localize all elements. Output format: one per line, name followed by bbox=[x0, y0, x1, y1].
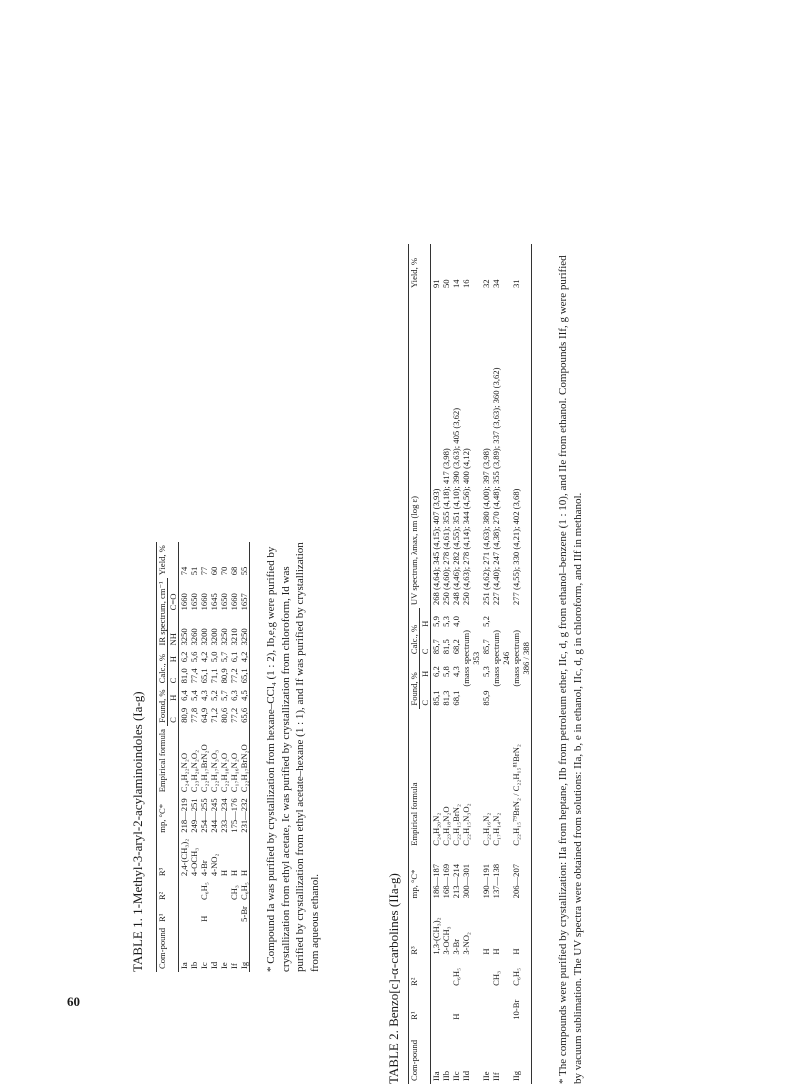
table-cell: 85,7 bbox=[481, 639, 491, 655]
mass-spectrum-cell bbox=[461, 608, 481, 709]
table-cell: 3200 bbox=[199, 628, 209, 646]
t2-header: Found, % bbox=[409, 657, 420, 708]
table-cell: 31 bbox=[511, 244, 532, 291]
mass-spectrum-cell bbox=[491, 608, 511, 709]
mass-value: 246 bbox=[501, 651, 511, 665]
mass-spectrum-cell bbox=[511, 608, 532, 709]
table-cell: C₆H₅ bbox=[451, 967, 461, 986]
table-cell: If bbox=[229, 963, 239, 969]
table-cell: 81,0 bbox=[179, 668, 189, 684]
table-cell: H bbox=[451, 1013, 461, 1020]
table-cell: IIf bbox=[491, 1072, 501, 1081]
table-cell: C₂₄H₂₀N₂ bbox=[431, 812, 441, 846]
table-cell: H bbox=[219, 869, 229, 877]
table-cell bbox=[189, 879, 199, 903]
table-cell: 55 bbox=[239, 542, 250, 578]
table-row bbox=[189, 542, 199, 972]
table-cell: 6,2 bbox=[431, 666, 441, 677]
table-cell: 1660 bbox=[199, 593, 209, 611]
table-row bbox=[491, 244, 511, 1084]
table-cell: 1645 bbox=[209, 593, 219, 611]
table-cell bbox=[491, 989, 511, 1023]
table-cell: C₂₂H₁₅N₃O₂ bbox=[461, 803, 471, 846]
table-cell: 5,4 bbox=[189, 690, 199, 701]
t1-subheader: C=O bbox=[168, 578, 179, 613]
table-cell: 14 bbox=[451, 279, 461, 289]
table-row bbox=[441, 244, 451, 1084]
table1-caption: TABLE 1. 1-Methyl-3-aryl-2-acylaminoindoles (Ia-g) bbox=[130, 691, 145, 972]
table-cell: 1660 bbox=[229, 593, 239, 611]
table-cell: 3-OCH₃ bbox=[441, 926, 451, 955]
table-cell bbox=[189, 903, 199, 925]
table-cell: 190—191 bbox=[481, 863, 491, 899]
table-cell: 5,6 bbox=[189, 651, 199, 663]
t1-subheader: C bbox=[168, 665, 179, 686]
t1-subheader: C bbox=[168, 704, 179, 726]
t1-header: R³ bbox=[157, 836, 179, 879]
table-cell: 254—255 bbox=[199, 798, 209, 833]
table-cell: 206—207 bbox=[511, 849, 532, 902]
table-cell: 249—251 bbox=[189, 798, 199, 833]
t2-header: R³ bbox=[409, 901, 431, 957]
table-cell: IIa bbox=[431, 1071, 441, 1081]
table-row bbox=[229, 542, 239, 972]
t1-subheader: H bbox=[168, 649, 179, 666]
table-cell: 2,4-(CH₃)₂ bbox=[179, 838, 189, 877]
table-cell: H bbox=[481, 948, 491, 955]
table-cell: 1650 bbox=[189, 593, 199, 611]
t2-subheader: C bbox=[420, 680, 431, 709]
t1-subheader: NH bbox=[168, 613, 179, 648]
table-cell: 218—219 bbox=[179, 798, 189, 833]
table-cell: 4,2 bbox=[239, 649, 250, 666]
table-cell: 4-NO₂ bbox=[209, 853, 219, 877]
table-cell: 5,3 bbox=[441, 616, 451, 627]
table-cell: 64,9 bbox=[199, 707, 209, 723]
table-cell: 4,3 bbox=[199, 690, 209, 701]
rotated-page-content bbox=[130, 72, 640, 1084]
t1-subheader: H bbox=[168, 686, 179, 704]
table-cell: C₂₂H₁₅BrN₂ bbox=[451, 804, 461, 846]
table-cell: H bbox=[491, 948, 501, 955]
table-cell: 3250 bbox=[239, 613, 250, 648]
table-cell: CH₃ bbox=[229, 885, 239, 901]
table-cell: 231—232 bbox=[239, 795, 250, 835]
t2-subheader: C bbox=[420, 630, 431, 657]
t2-subheader: H bbox=[420, 657, 431, 680]
mass-note: (mass spectrum) bbox=[491, 630, 501, 687]
table-cell: 233—234 bbox=[219, 798, 229, 833]
table-cell: Ic bbox=[199, 962, 209, 969]
table-cell: 80,6 bbox=[219, 707, 229, 723]
table-cell: C₂₂H₁₇BrN₂O bbox=[239, 726, 250, 795]
table-cell: 77 bbox=[199, 566, 209, 576]
table-cell: 71,2 bbox=[209, 707, 219, 723]
table-cell: Ia bbox=[179, 962, 189, 969]
table-cell: H bbox=[239, 836, 250, 879]
table-cell: 85,1 bbox=[431, 690, 441, 706]
table-cell: 227 (4,40); 247 (4,38); 270 (4,48); 355 (3,89); 337 (3,63); 360 (3,62) bbox=[491, 367, 501, 606]
table-cell: 3260 bbox=[189, 628, 199, 646]
table-cell: C₂₂H₁₆N₂ bbox=[481, 812, 491, 846]
table-cell bbox=[209, 879, 219, 903]
table-cell: 65,1 bbox=[239, 665, 250, 686]
table2 bbox=[408, 244, 532, 1084]
table-cell: 65,1 bbox=[199, 668, 209, 684]
mass-note: (mass spectrum) bbox=[511, 630, 521, 687]
table-cell: C₂₂H₁₅⁷⁹BrN₂ / C₂₂H₁₅⁸¹BrN₂ bbox=[511, 709, 532, 849]
table-cell: 77,2 bbox=[229, 668, 239, 684]
table-cell: H bbox=[199, 915, 209, 922]
table-row bbox=[239, 542, 250, 972]
t2-header: Com-pound bbox=[409, 1023, 431, 1084]
t1-header: Found, % bbox=[157, 686, 168, 726]
table-cell bbox=[229, 903, 239, 925]
table-cell: 5,7 bbox=[219, 690, 229, 701]
table-cell: 277 (4,55); 330 (4,21); 402 (3,68) bbox=[511, 291, 532, 608]
table-cell: IId bbox=[461, 1070, 471, 1081]
t1-header: R² bbox=[157, 879, 179, 903]
t1-header: Com-pound bbox=[157, 925, 179, 972]
table-cell: C₆H₅ bbox=[239, 879, 250, 903]
table-cell bbox=[441, 989, 451, 1023]
table-cell: C₁₇H₁₄N₂ bbox=[491, 812, 501, 846]
table-cell: H bbox=[229, 869, 239, 877]
table-cell: 1650 bbox=[219, 593, 229, 611]
table-cell: 3-Br bbox=[451, 938, 461, 955]
table-cell: 4-OCH₃ bbox=[189, 847, 199, 877]
table-cell: IIc bbox=[451, 1071, 461, 1081]
table-cell bbox=[441, 958, 451, 989]
table-cell: 5,2 bbox=[209, 690, 219, 701]
table-cell: 3250 bbox=[219, 628, 229, 646]
table-cell: 4,2 bbox=[199, 651, 209, 663]
t2-header: R¹ bbox=[409, 989, 431, 1023]
table-cell: 80,9 bbox=[219, 668, 229, 684]
table-cell: 5,0 bbox=[209, 651, 219, 663]
table-cell: Ib bbox=[189, 961, 199, 969]
table-cell: 68,1 bbox=[451, 690, 461, 706]
table-cell: Ig bbox=[239, 925, 250, 972]
table-cell: 1,3-(CH₃)₂ bbox=[431, 917, 441, 955]
table-cell: 1660 bbox=[179, 593, 189, 611]
table-cell: CH₃ bbox=[491, 970, 501, 986]
t1-header: Calc., % bbox=[157, 649, 168, 687]
table-cell: 5,7 bbox=[219, 651, 229, 663]
mass-note: (mass spectrum) bbox=[461, 630, 471, 687]
t2-header: R² bbox=[409, 958, 431, 989]
table-row bbox=[431, 244, 442, 1084]
table-cell: 6,3 bbox=[229, 690, 239, 701]
t1-header: mp, °C* bbox=[157, 795, 179, 835]
mass-value: 386 / 388 bbox=[521, 642, 531, 675]
table-cell: Id bbox=[209, 961, 219, 969]
table-cell: C₂₂H₁₇BrN₂O bbox=[199, 744, 209, 793]
table-cell: 5,3 bbox=[481, 666, 491, 677]
table-cell: IIg bbox=[511, 1023, 532, 1084]
table1 bbox=[156, 542, 250, 972]
table-cell: 168—169 bbox=[441, 863, 451, 899]
table-cell: 85,7 bbox=[431, 639, 441, 655]
table-cell: 268 (4,64); 345 (4,15); 407 (3,93) bbox=[431, 488, 441, 606]
table-row bbox=[461, 244, 481, 1084]
table-cell: 250 (4,60); 278 (4,61); 355 (4,18); 417 (3,98) bbox=[441, 448, 451, 606]
table-cell: 68,2 bbox=[451, 639, 461, 655]
t2-header: mp, °C* bbox=[409, 849, 431, 902]
table-cell: IIe bbox=[481, 1071, 491, 1081]
table-cell: 4,5 bbox=[239, 686, 250, 704]
table-cell: 91 bbox=[431, 279, 441, 289]
table-cell: 175—176 bbox=[229, 798, 239, 833]
table-cell: 5,9 bbox=[431, 616, 441, 627]
table-row bbox=[481, 244, 491, 1084]
table-cell: 50 bbox=[441, 279, 451, 289]
table-cell: 70 bbox=[219, 566, 229, 576]
table-row bbox=[209, 542, 219, 972]
table-cell bbox=[219, 879, 229, 903]
table-cell bbox=[481, 958, 491, 989]
table-row bbox=[451, 244, 461, 1084]
table-cell: 5,2 bbox=[481, 616, 491, 627]
table-row bbox=[219, 542, 229, 972]
t2-header: Empirical formula bbox=[409, 709, 431, 849]
table-cell: 65,6 bbox=[239, 704, 250, 726]
table-cell: 81,5 bbox=[441, 639, 451, 655]
table-cell: 77,8 bbox=[189, 707, 199, 723]
table-cell: 3250 bbox=[179, 628, 189, 646]
table-cell: C₁₇H₁₆N₂O bbox=[229, 752, 239, 793]
table-cell: 137—138 bbox=[491, 863, 501, 899]
table-cell: 10-Br bbox=[511, 989, 532, 1023]
table-cell: 77,2 bbox=[229, 707, 239, 723]
table-cell bbox=[461, 989, 481, 1023]
table-cell: 4-Br bbox=[199, 860, 209, 877]
table2-footnote: * The compounds were purified by crystallization: IIa from heptane, IIb from petroleum ether, IIc, d, g from ethanol–benzene (1 : 10), and IIe from ethanol. Compounds IIf, g were purified by vacuum sublimation. The UV spectra were obtained from solutions: IIa, b, e in ethanol, IIc, d, g in chloroform, and IIf in methanol. bbox=[557, 255, 584, 1084]
table-cell bbox=[219, 903, 229, 925]
t1-header: Empirical formula bbox=[157, 726, 179, 795]
table-cell: 6,1 bbox=[229, 651, 239, 663]
table-cell: 60 bbox=[209, 566, 219, 576]
page-number: 60 bbox=[67, 994, 80, 1009]
table-cell: 4,0 bbox=[451, 616, 461, 627]
table-cell: Ie bbox=[219, 962, 229, 969]
table-cell: 71,1 bbox=[209, 668, 219, 684]
table-cell: C₆H₅ bbox=[199, 882, 209, 901]
table-cell: C₂₃H₂₀N₂O₂ bbox=[189, 749, 199, 793]
table-cell bbox=[431, 989, 442, 1023]
table-cell: 3-NO₂ bbox=[461, 932, 471, 955]
table-cell bbox=[209, 903, 219, 925]
table-cell: H bbox=[511, 901, 532, 957]
table-cell: 5-Br bbox=[239, 903, 250, 925]
table-cell: C₆H₅ bbox=[511, 958, 532, 989]
table-cell bbox=[461, 958, 481, 989]
table-cell: C₂₂H₁₈N₂O bbox=[219, 752, 229, 793]
table-cell bbox=[481, 989, 491, 1023]
table-cell: 244—245 bbox=[209, 798, 219, 833]
t1-header: Yield, % bbox=[157, 542, 179, 578]
table-row bbox=[511, 244, 532, 1084]
table-row bbox=[179, 542, 190, 972]
table-cell: 4,3 bbox=[451, 666, 461, 677]
table-cell: 34 bbox=[491, 279, 501, 289]
table-cell: 81,3 bbox=[441, 690, 451, 706]
table-cell: 80,9 bbox=[179, 707, 189, 723]
table1-footnote: * Compound Ia was purified by crystallization from hexane–CCl₄ (1 : 2), Ib,e,g were purified by crystallization from ethyl acetate, Ic was purified by crystallization from chloroform, Id was purified by crystallization from ethyl acetate–hexane (1 : 1), and If was purified by crystallization from aqueous ethanol. bbox=[265, 542, 321, 972]
t2-subheader: H bbox=[420, 608, 431, 630]
table-cell: 251 (4,62); 271 (4,63); 380 (4,00); 397 (3,98) bbox=[481, 448, 491, 606]
table-cell: 213—214 bbox=[451, 863, 461, 899]
table-cell: 32 bbox=[481, 279, 491, 289]
table-cell: C₂₄H₂₂N₂O bbox=[179, 752, 189, 793]
t2-header: Yield, % bbox=[409, 244, 431, 291]
table-cell: 85,9 bbox=[481, 690, 491, 706]
table-cell: 1657 bbox=[239, 578, 250, 613]
table-cell: 77,4 bbox=[189, 668, 199, 684]
table-cell: 68 bbox=[229, 566, 239, 576]
t2-header: Calc., % bbox=[409, 608, 420, 657]
table-cell: 186—187 bbox=[431, 863, 441, 899]
table-cell: C₂₂H₁₇N₃O₃ bbox=[209, 749, 219, 793]
table-cell: 5,8 bbox=[441, 666, 451, 677]
table-cell: 74 bbox=[179, 566, 189, 576]
table-cell: 3200 bbox=[209, 628, 219, 646]
t1-header: IR spectrum, cm⁻¹ bbox=[157, 578, 168, 648]
table-cell bbox=[179, 903, 190, 925]
table2-caption: TABLE 2. Benzo[c]-α-carbolines (IIa-g) bbox=[386, 873, 401, 1084]
table-row bbox=[199, 542, 209, 972]
table-cell: 16 bbox=[461, 279, 471, 289]
table-cell: 51 bbox=[189, 566, 199, 576]
table-cell: 6,4 bbox=[179, 690, 189, 701]
table-cell: 250 (4,63); 278 (4,14); 344 (4,56); 400 (4,12) bbox=[461, 448, 471, 606]
table-cell bbox=[179, 879, 190, 903]
table-cell: 248 (4,46); 282 (4,55); 351 (4,10); 390 (3,63); 405 (3,62) bbox=[451, 407, 461, 606]
table-cell: 3210 bbox=[229, 628, 239, 646]
table-cell: 300—301 bbox=[461, 863, 471, 899]
t1-header: R¹ bbox=[157, 903, 179, 925]
table-cell bbox=[431, 958, 442, 989]
table-cell: C₂₃H₁₈N₂O bbox=[441, 806, 451, 846]
table-cell: 6,2 bbox=[179, 651, 189, 663]
t2-header: UV spectrum, λmax, nm (log ε) bbox=[409, 291, 431, 608]
table-cell: IIb bbox=[441, 1070, 451, 1081]
mass-value: 353 bbox=[471, 651, 481, 665]
